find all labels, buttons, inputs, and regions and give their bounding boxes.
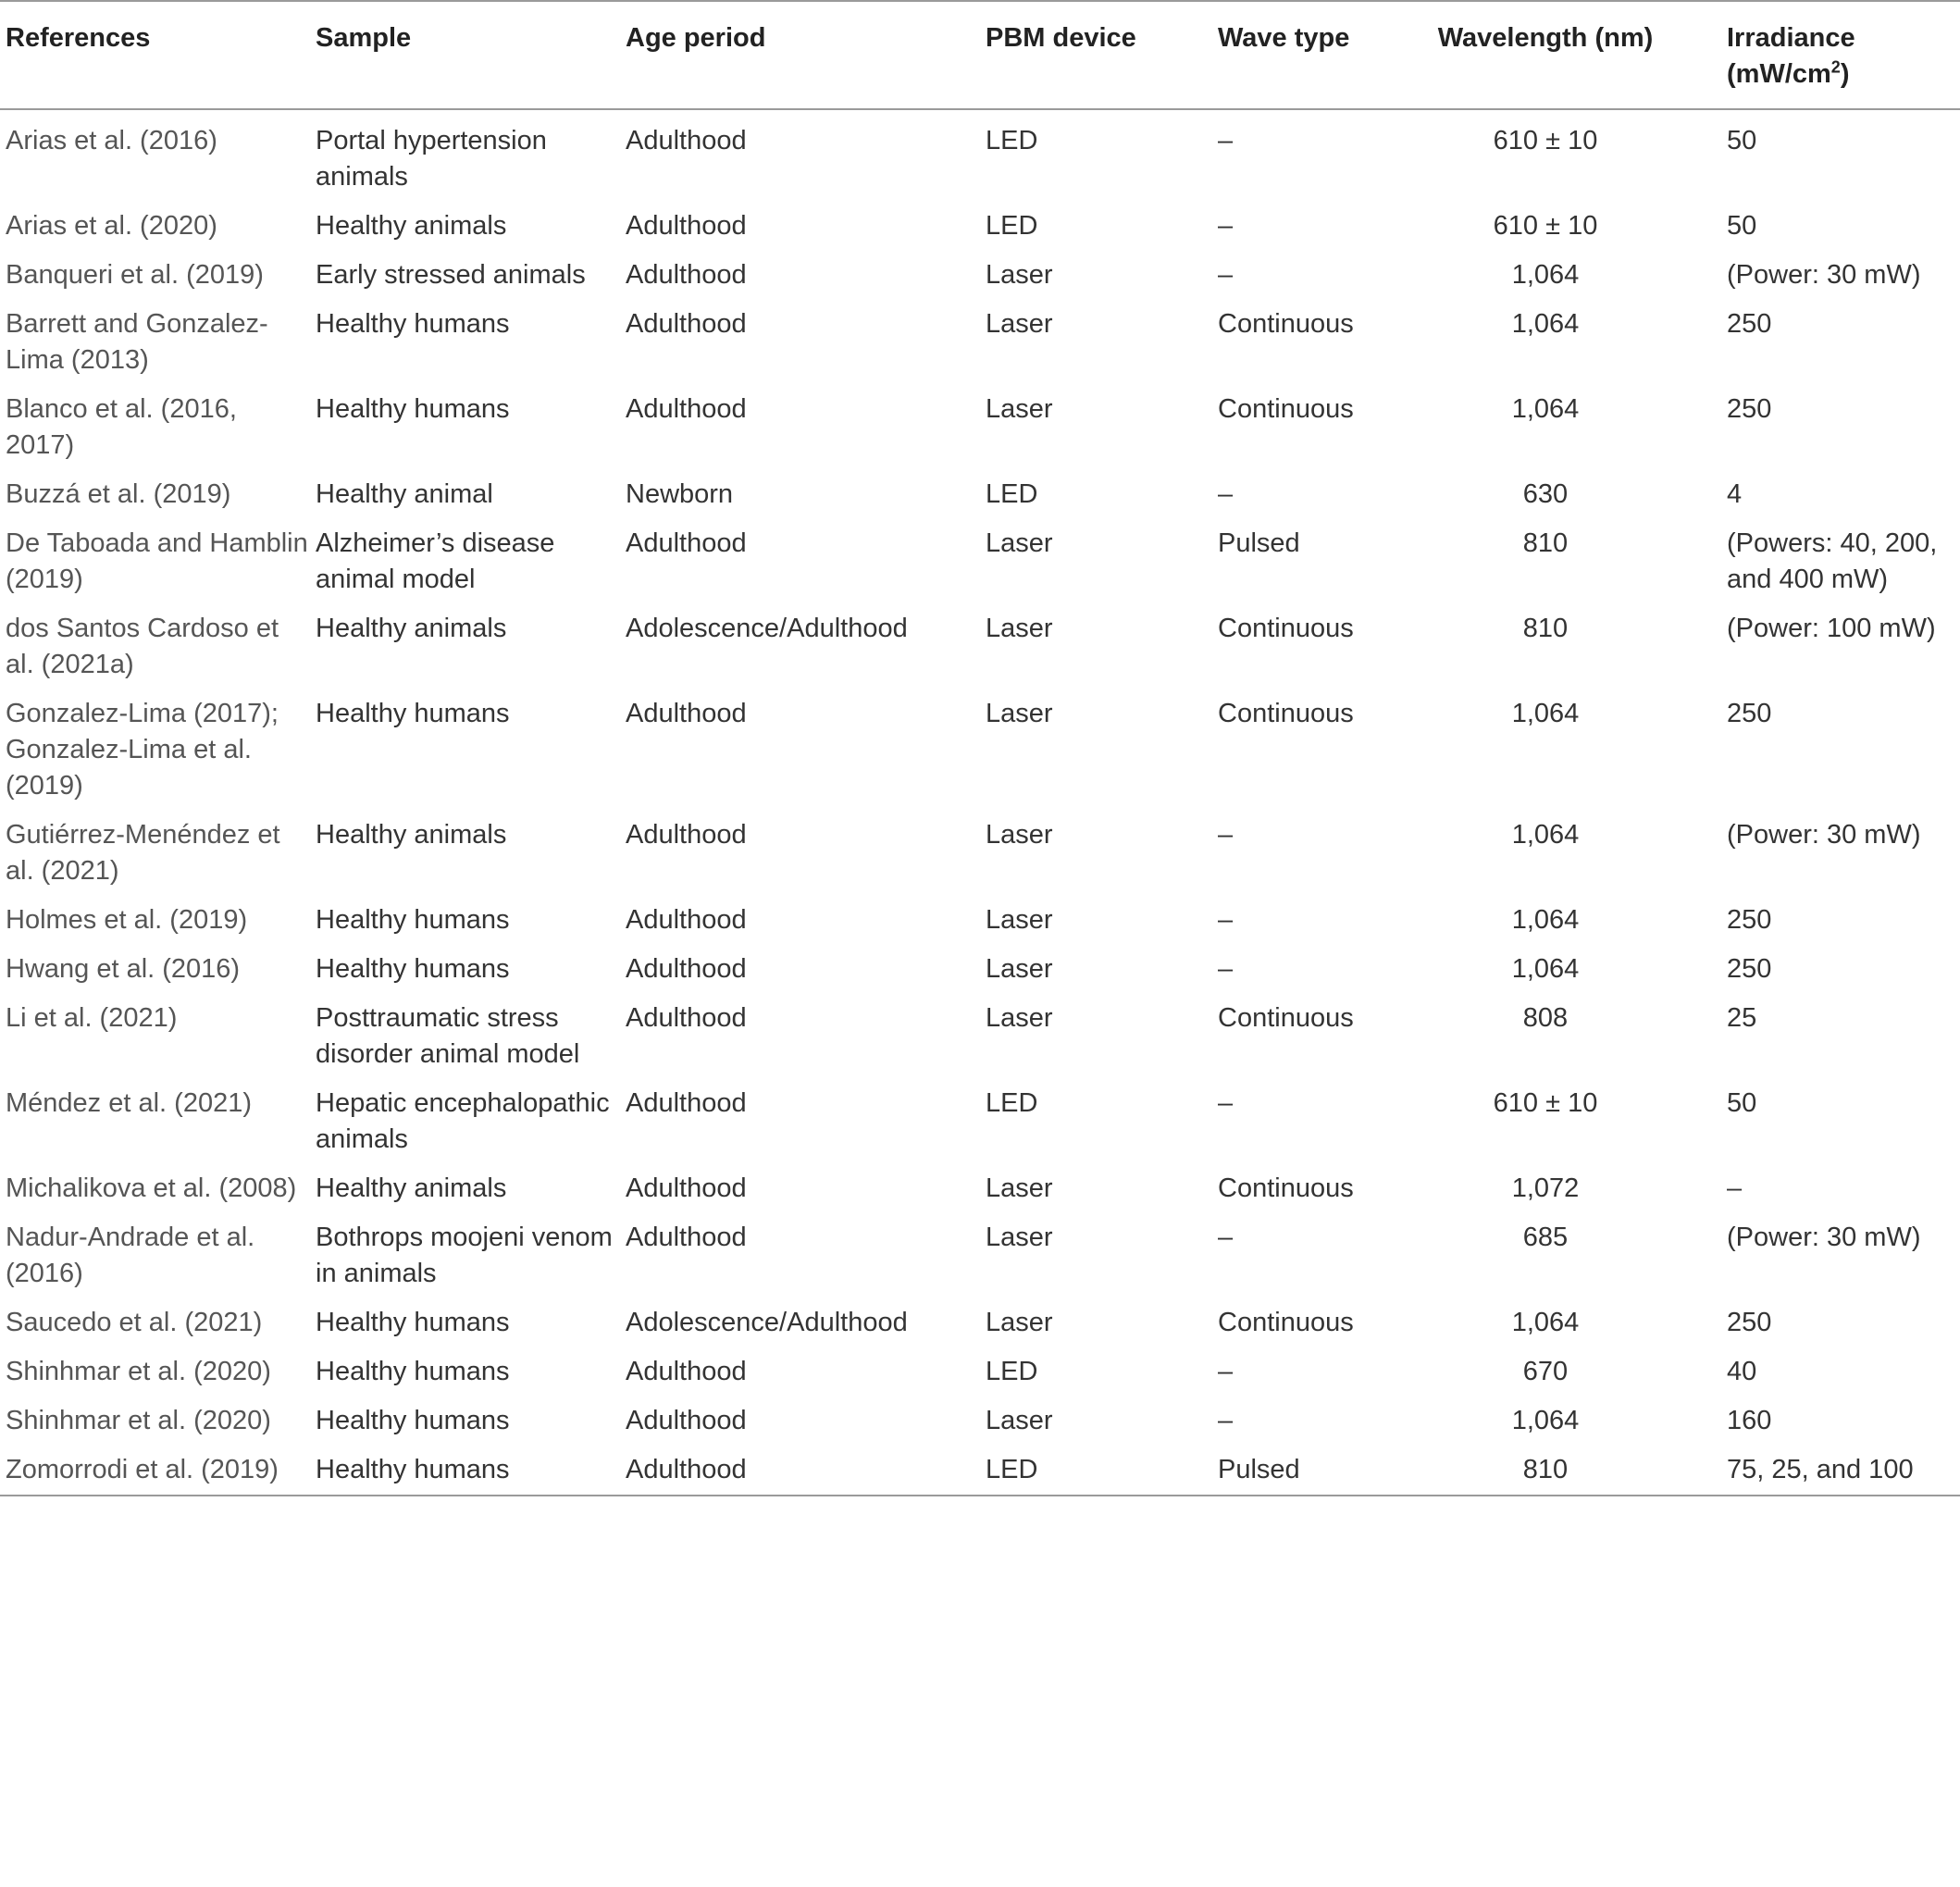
cell-reference: Holmes et al. (2019) xyxy=(6,905,248,935)
table-row xyxy=(0,1397,1960,1446)
cell-irradiance: 50 xyxy=(1727,1088,1757,1118)
header-irradiance-unit-post: ) xyxy=(1840,59,1850,89)
cell-reference: De Taboada and Hamblin (2019) xyxy=(6,528,308,594)
cell-age-period: Newborn xyxy=(626,479,734,509)
cell-irradiance: 40 xyxy=(1727,1357,1757,1386)
cell-reference: dos Santos Cardoso et al. (2021a) xyxy=(6,614,279,679)
cell-age-period: Adulthood xyxy=(626,954,747,984)
header-sample: Sample xyxy=(316,23,412,53)
header-age-period: Age period xyxy=(626,23,766,53)
cell-pbm-device: Laser xyxy=(986,820,1053,850)
cell-reference: Gutiérrez-Menéndez et al. (2021) xyxy=(6,820,280,886)
cell-sample: Portal hypertension animals xyxy=(316,126,547,192)
cell-wave-type: Continuous xyxy=(1218,394,1354,424)
cell-sample: Healthy humans xyxy=(316,309,510,339)
cell-wave-type: – xyxy=(1218,1088,1234,1118)
cell-age-period: Adulthood xyxy=(626,820,747,850)
table-row xyxy=(0,1298,1960,1347)
cell-pbm-device: LED xyxy=(986,1357,1038,1386)
cell-age-period: Adulthood xyxy=(626,1406,747,1435)
table-body xyxy=(0,109,1960,1496)
table-row xyxy=(0,811,1960,896)
cell-sample: Healthy humans xyxy=(316,1357,510,1386)
cell-reference: Gonzalez-Lima (2017); Gonzalez-Lima et al. (2019) xyxy=(6,699,279,801)
cell-pbm-device: Laser xyxy=(986,1173,1053,1203)
cell-pbm-device: Laser xyxy=(986,260,1053,290)
cell-irradiance: 250 xyxy=(1727,905,1772,935)
header-pbm-device: PBM device xyxy=(986,23,1136,53)
table-row xyxy=(0,1446,1960,1496)
cell-reference: Blanco et al. (2016, 2017) xyxy=(6,394,237,460)
table-row xyxy=(0,1213,1960,1298)
table-row xyxy=(0,604,1960,689)
header-references: References xyxy=(6,23,151,53)
table-header xyxy=(0,1,1960,109)
cell-wave-type: – xyxy=(1218,211,1234,241)
cell-sample: Early stressed animals xyxy=(316,260,586,290)
table-row xyxy=(0,470,1960,519)
cell-wave-type: Continuous xyxy=(1218,1173,1354,1203)
cell-age-period: Adulthood xyxy=(626,211,747,241)
cell-wavelength: 810 xyxy=(1522,1455,1569,1484)
cell-reference: Barrett and Gonzalez-Lima (2013) xyxy=(6,309,268,375)
cell-sample: Hepatic encephalopathic animals xyxy=(316,1088,610,1154)
cell-reference: Banqueri et al. (2019) xyxy=(6,260,264,290)
cell-sample: Healthy humans xyxy=(316,1406,510,1435)
cell-wavelength: 610 ± 10 xyxy=(1493,126,1598,155)
cell-wavelength: 1,064 xyxy=(1511,309,1580,339)
cell-age-period: Adulthood xyxy=(626,528,747,558)
cell-wavelength: 1,064 xyxy=(1511,905,1580,935)
cell-pbm-device: Laser xyxy=(986,614,1053,643)
cell-irradiance: (Power: 100 mW) xyxy=(1727,614,1936,643)
cell-reference: Zomorrodi et al. (2019) xyxy=(6,1455,279,1484)
header-irradiance-label: Irradiance xyxy=(1727,23,1855,53)
cell-sample: Alzheimer’s disease animal model xyxy=(316,528,555,594)
cell-irradiance: 250 xyxy=(1727,394,1772,424)
cell-irradiance: 250 xyxy=(1727,1308,1772,1337)
table-row xyxy=(0,251,1960,300)
cell-sample: Healthy animals xyxy=(316,820,507,850)
cell-wavelength: 1,064 xyxy=(1511,1406,1580,1435)
cell-pbm-device: Laser xyxy=(986,1406,1053,1435)
cell-age-period: Adulthood xyxy=(626,126,747,155)
table-row xyxy=(0,519,1960,604)
cell-age-period: Adulthood xyxy=(626,1455,747,1484)
cell-wavelength: 610 ± 10 xyxy=(1493,211,1598,241)
cell-sample: Healthy animal xyxy=(316,479,493,509)
table-row xyxy=(0,896,1960,945)
cell-reference: Li et al. (2021) xyxy=(6,1003,178,1033)
cell-irradiance: – xyxy=(1727,1173,1743,1203)
cell-age-period: Adulthood xyxy=(626,1173,747,1203)
cell-wave-type: – xyxy=(1218,479,1234,509)
cell-reference: Nadur-Andrade et al. (2016) xyxy=(6,1223,255,1288)
cell-irradiance: (Power: 30 mW) xyxy=(1727,1223,1921,1252)
cell-sample: Healthy humans xyxy=(316,1455,510,1484)
cell-wave-type: – xyxy=(1218,260,1234,290)
header-irradiance xyxy=(1721,1,1960,109)
cell-wavelength: 810 xyxy=(1522,614,1569,643)
cell-wave-type: – xyxy=(1218,1357,1234,1386)
header-wavelength: Wavelength (nm) xyxy=(1437,23,1654,53)
header-wave-type: Wave type xyxy=(1218,23,1350,53)
cell-age-period: Adulthood xyxy=(626,1088,747,1118)
cell-wavelength: 670 xyxy=(1522,1357,1569,1386)
cell-age-period: Adulthood xyxy=(626,394,747,424)
cell-wave-type: – xyxy=(1218,1406,1234,1435)
cell-pbm-device: LED xyxy=(986,1455,1038,1484)
cell-age-period: Adulthood xyxy=(626,699,747,728)
cell-age-period: Adulthood xyxy=(626,309,747,339)
table-row xyxy=(0,1079,1960,1164)
cell-sample: Healthy humans xyxy=(316,1308,510,1337)
cell-reference: Méndez et al. (2021) xyxy=(6,1088,252,1118)
cell-sample: Healthy humans xyxy=(316,394,510,424)
cell-sample: Healthy animals xyxy=(316,614,507,643)
table-row xyxy=(0,994,1960,1079)
cell-wavelength: 1,072 xyxy=(1511,1173,1580,1203)
cell-age-period: Adolescence/Adulthood xyxy=(626,614,908,643)
cell-irradiance: 50 xyxy=(1727,126,1757,155)
cell-reference: Shinhmar et al. (2020) xyxy=(6,1406,271,1435)
cell-irradiance: 75, 25, and 100 xyxy=(1727,1455,1914,1484)
cell-sample: Healthy animals xyxy=(316,1173,507,1203)
cell-reference: Michalikova et al. (2008) xyxy=(6,1173,297,1203)
cell-wave-type: – xyxy=(1218,954,1234,984)
cell-pbm-device: Laser xyxy=(986,394,1053,424)
cell-irradiance: 4 xyxy=(1727,479,1743,509)
cell-wavelength: 808 xyxy=(1522,1003,1569,1033)
cell-irradiance: (Power: 30 mW) xyxy=(1727,260,1921,290)
cell-reference: Arias et al. (2020) xyxy=(6,211,217,241)
cell-sample: Bothrops moojeni venom in animals xyxy=(316,1223,613,1288)
cell-irradiance: (Power: 30 mW) xyxy=(1727,820,1921,850)
cell-wave-type: – xyxy=(1218,820,1234,850)
cell-pbm-device: LED xyxy=(986,211,1038,241)
cell-reference: Arias et al. (2016) xyxy=(6,126,217,155)
cell-wavelength: 1,064 xyxy=(1511,1308,1580,1337)
cell-sample: Healthy humans xyxy=(316,699,510,728)
cell-wavelength: 1,064 xyxy=(1511,699,1580,728)
cell-wave-type: Continuous xyxy=(1218,699,1354,728)
cell-pbm-device: Laser xyxy=(986,1308,1053,1337)
cell-wave-type: – xyxy=(1218,905,1234,935)
cell-irradiance: 250 xyxy=(1727,954,1772,984)
header-irradiance-unit-pre: (mW/cm xyxy=(1727,59,1831,89)
cell-sample: Healthy humans xyxy=(316,905,510,935)
cell-pbm-device: Laser xyxy=(986,699,1053,728)
cell-reference: Shinhmar et al. (2020) xyxy=(6,1357,271,1386)
cell-age-period: Adulthood xyxy=(626,905,747,935)
cell-pbm-device: Laser xyxy=(986,1003,1053,1033)
cell-pbm-device: Laser xyxy=(986,905,1053,935)
cell-wave-type: Pulsed xyxy=(1218,1455,1300,1484)
cell-age-period: Adulthood xyxy=(626,260,747,290)
cell-irradiance: 250 xyxy=(1727,699,1772,728)
cell-wave-type: Pulsed xyxy=(1218,528,1300,558)
table-row xyxy=(0,202,1960,251)
cell-wave-type: – xyxy=(1218,126,1234,155)
cell-pbm-device: Laser xyxy=(986,954,1053,984)
header-irradiance-unit-sup: 2 xyxy=(1830,57,1841,77)
cell-reference: Saucedo et al. (2021) xyxy=(6,1308,263,1337)
table-row xyxy=(0,109,1960,202)
cell-pbm-device: LED xyxy=(986,1088,1038,1118)
cell-pbm-device: Laser xyxy=(986,1223,1053,1252)
header-row xyxy=(0,1,1960,109)
table-row xyxy=(0,945,1960,994)
cell-sample: Posttraumatic stress disorder animal model xyxy=(316,1003,580,1069)
cell-age-period: Adulthood xyxy=(626,1223,747,1252)
cell-wavelength: 630 xyxy=(1522,479,1569,509)
cell-age-period: Adolescence/Adulthood xyxy=(626,1308,908,1337)
cell-reference: Hwang et al. (2016) xyxy=(6,954,241,984)
cell-wavelength: 1,064 xyxy=(1511,260,1580,290)
cell-wave-type: Continuous xyxy=(1218,1308,1354,1337)
cell-wavelength: 685 xyxy=(1522,1223,1569,1252)
cell-pbm-device: Laser xyxy=(986,309,1053,339)
cell-age-period: Adulthood xyxy=(626,1357,747,1386)
cell-wavelength: 1,064 xyxy=(1511,394,1580,424)
cell-irradiance: (Powers: 40, 200, and 400 mW) xyxy=(1727,528,1938,594)
cell-sample: Healthy animals xyxy=(316,211,507,241)
table-row xyxy=(0,1347,1960,1397)
cell-irradiance: 25 xyxy=(1727,1003,1757,1033)
cell-reference: Buzzá et al. (2019) xyxy=(6,479,231,509)
cell-wave-type: Continuous xyxy=(1218,614,1354,643)
cell-pbm-device: Laser xyxy=(986,528,1053,558)
cell-pbm-device: LED xyxy=(986,126,1038,155)
cell-irradiance: 50 xyxy=(1727,211,1757,241)
cell-pbm-device: LED xyxy=(986,479,1038,509)
cell-irradiance: 250 xyxy=(1727,309,1772,339)
cell-wavelength: 1,064 xyxy=(1511,954,1580,984)
table-row xyxy=(0,689,1960,811)
table-row xyxy=(0,1164,1960,1213)
cell-wavelength: 1,064 xyxy=(1511,820,1580,850)
cell-wave-type: Continuous xyxy=(1218,1003,1354,1033)
cell-wave-type: Continuous xyxy=(1218,309,1354,339)
table-row xyxy=(0,300,1960,385)
cell-age-period: Adulthood xyxy=(626,1003,747,1033)
cell-wavelength: 810 xyxy=(1522,528,1569,558)
cell-wave-type: – xyxy=(1218,1223,1234,1252)
cell-wavelength: 610 ± 10 xyxy=(1493,1088,1598,1118)
table-row xyxy=(0,385,1960,470)
cell-irradiance: 160 xyxy=(1727,1406,1772,1435)
cell-sample: Healthy humans xyxy=(316,954,510,984)
